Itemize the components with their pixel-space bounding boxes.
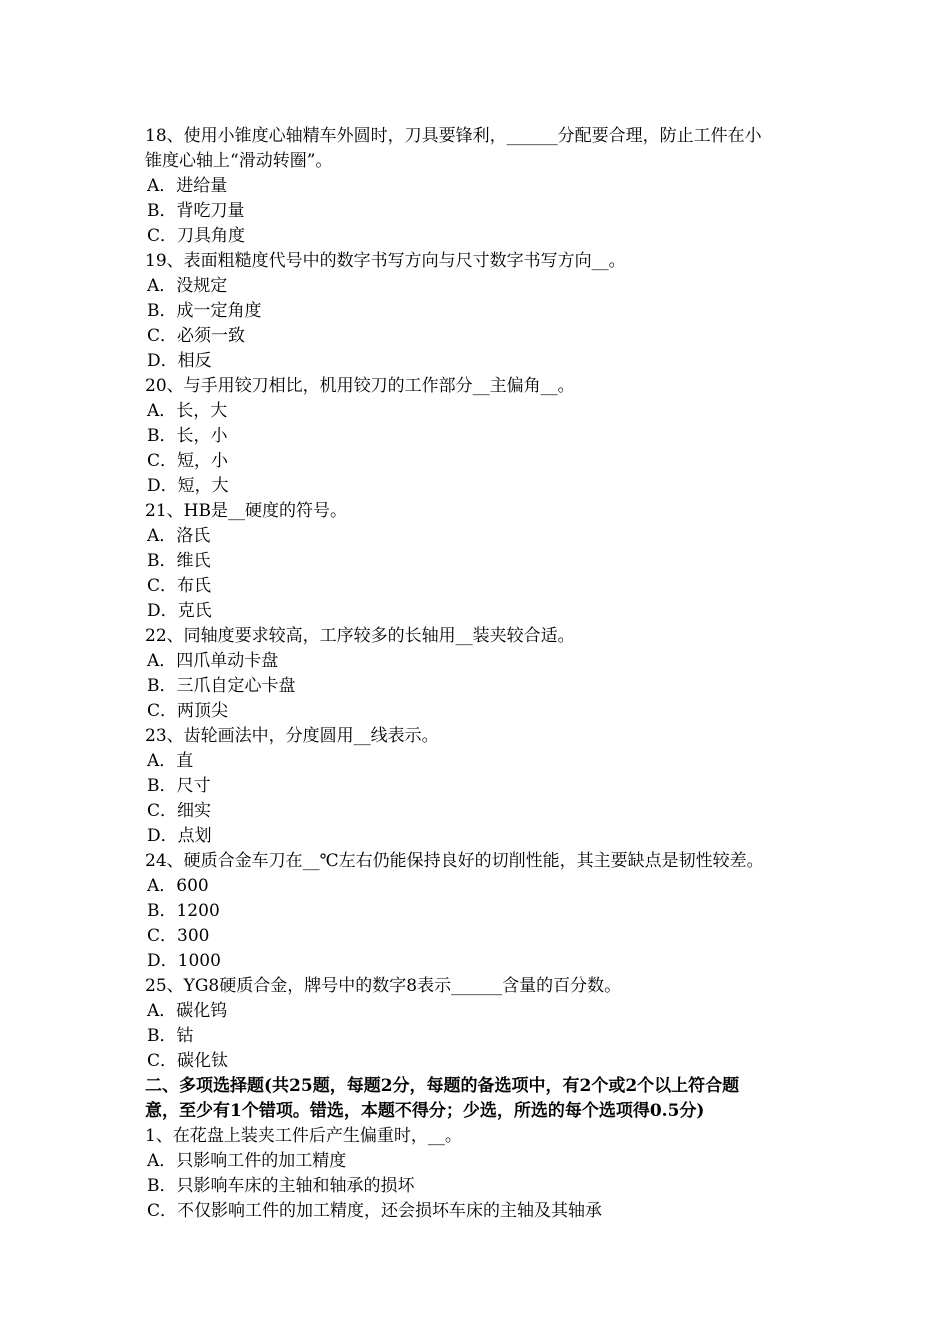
option-line: A．进给量 (147, 176, 228, 196)
option-line: B．长，小 (147, 426, 228, 446)
question-line: 21、HB是__硬度的符号。 (145, 501, 347, 521)
option-line: C．不仅影响工件的加工精度，还会损坏车床的主轴及其轴承 (147, 1201, 603, 1221)
option-line: C．必须一致 (147, 326, 246, 346)
option-line: C．布氏 (147, 576, 212, 596)
option-line: B．维氏 (147, 551, 211, 571)
option-line: D．1000 (147, 951, 221, 971)
option-line: D．相反 (147, 351, 212, 371)
option-line: C．刀具角度 (147, 226, 246, 246)
question-line: 1、在花盘上装夹工件后产生偏重时，__。 (145, 1126, 462, 1146)
option-line: C．两顶尖 (147, 701, 229, 721)
option-line: D．点划 (147, 826, 212, 846)
option-line: B．1200 (147, 901, 220, 921)
document-body (145, 124, 825, 1224)
option-line: B．成一定角度 (147, 301, 262, 321)
option-line: B．背吃刀量 (147, 201, 245, 221)
line: 锥度心轴上“滑动转圈”。 (145, 151, 333, 171)
option-line: A．碳化钨 (147, 1001, 228, 1021)
option-line: D．克氏 (147, 601, 212, 621)
option-line: B．三爪自定心卡盘 (147, 676, 296, 696)
option-line: A．600 (147, 876, 209, 896)
line: 18、使用小锥度心轴精车外圆时，刀具要锋利，______分配要合理，防止工件在小 (145, 126, 762, 146)
option-line: A．洛氏 (147, 526, 211, 546)
option-line: D．短，大 (147, 476, 229, 496)
section-heading: 意，至少有1个错项。错选，本题不得分；少选，所选的每个选项得0.5分) (145, 1101, 705, 1121)
question-line: 22、同轴度要求较高，工序较多的长轴用__装夹较合适。 (145, 626, 575, 646)
option-line: A．直 (147, 751, 194, 771)
question-line: 25、YG8硬质合金，牌号中的数字8表示______含量的百分数。 (145, 976, 622, 996)
question-line: 19、表面粗糙度代号中的数字书写方向与尺寸数字书写方向__。 (145, 251, 626, 271)
option-line: A．四爪单动卡盘 (147, 651, 279, 671)
option-line: B．只影响车床的主轴和轴承的损坏 (147, 1176, 415, 1196)
option-line: C．细实 (147, 801, 212, 821)
question-line: 20、与手用铰刀相比，机用铰刀的工作部分__主偏角__。 (145, 376, 575, 396)
question-line: 24、硬质合金车刀在__℃左右仍能保持良好的切削性能，其主要缺点是韧性较差。 (145, 851, 764, 871)
option-line: A．只影响工件的加工精度 (147, 1151, 347, 1171)
option-line: C．300 (147, 926, 210, 946)
option-line: C．短，小 (147, 451, 229, 471)
section-heading: 二、多项选择题(共25题，每题2分，每题的备选项中，有2个或2个以上符合题 (145, 1076, 740, 1096)
question-line: 23、齿轮画法中，分度圆用__线表示。 (145, 726, 439, 746)
option-line: A．长，大 (147, 401, 228, 421)
option-line: A．没规定 (147, 276, 228, 296)
option-line: B．尺寸 (147, 776, 211, 796)
option-line: B．钴 (147, 1026, 194, 1046)
option-line: C．碳化钛 (147, 1051, 229, 1071)
